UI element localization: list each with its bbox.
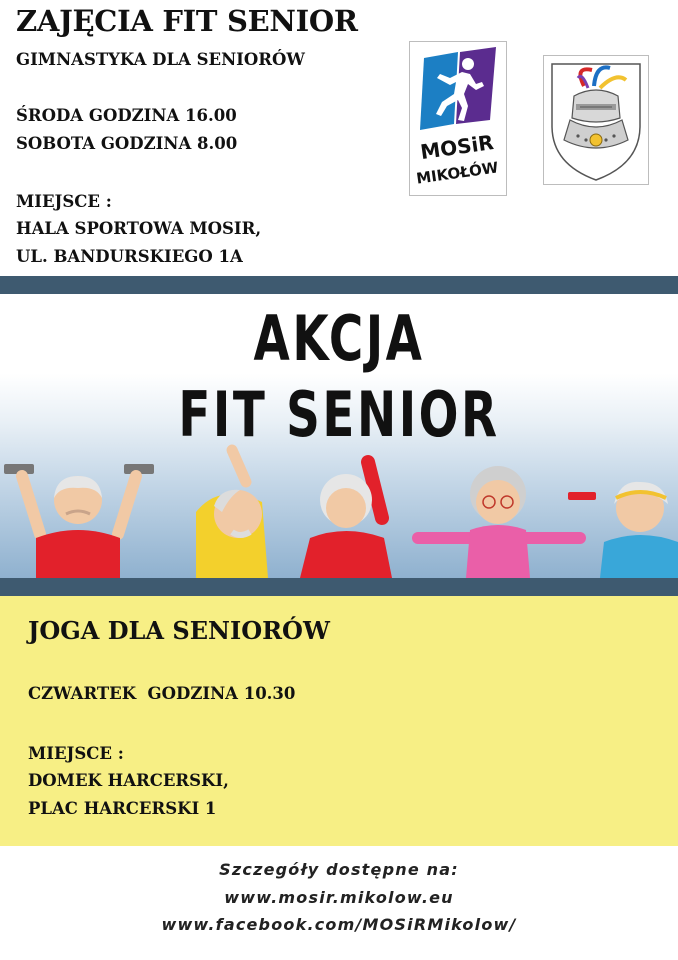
yoga-place-line-2: PLAC HARCERSKI 1: [28, 799, 217, 818]
footer-intro-text: Szczegóły dostępne na:: [219, 860, 459, 879]
mosir-logo: [409, 41, 507, 196]
yoga-schedule: CZWARTEK GODZINA 10.30: [28, 684, 296, 703]
divider-stripe-top: [0, 276, 678, 294]
yoga-place-line-1: DOMEK HARCERSKI,: [28, 771, 229, 790]
divider-stripe-bottom: [0, 578, 678, 596]
senior-woman-red-figure: [300, 462, 392, 578]
senior-woman-blue-figure: [568, 482, 678, 578]
place-label: MIEJSCE :: [16, 192, 112, 211]
subtitle: GIMNASTYKA DLA SENIORÓW: [16, 50, 305, 69]
mosir-logo-text-bottom: MIKOŁÓW: [415, 158, 500, 188]
mosir-logo-text-top: MOSiR: [418, 130, 496, 165]
coat-of-arms-logo: [543, 55, 649, 185]
website-link[interactable]: www.mosir.mikolow.eu: [224, 888, 454, 907]
banner-title-line-1: AKCJA: [253, 302, 425, 375]
banner-title-line-2: FIT SENIOR: [178, 378, 500, 451]
schedule-line-2: SOBOTA GODZINA 8.00: [16, 134, 238, 153]
mosir-logo-graphic: [410, 42, 506, 195]
schedule-line-1: ŚRODA GODZINA 16.00: [16, 106, 237, 125]
page-title: ZAJĘCIA FIT SENIOR: [16, 4, 358, 38]
senior-man-stretching-figure: [196, 450, 268, 578]
yoga-place-label: MIEJSCE :: [28, 744, 124, 763]
yoga-section: [0, 596, 678, 846]
top-info-section: [0, 0, 678, 276]
facebook-link[interactable]: www.facebook.com/MOSiRMikolow/: [161, 915, 517, 934]
yoga-heading: JOGA DLA SENIORÓW: [28, 616, 330, 645]
akcja-banner: [0, 294, 678, 578]
senior-woman-pink-figure: [418, 466, 580, 578]
seniors-exercising-illustration: [0, 442, 678, 578]
footer-contact: [0, 846, 678, 960]
coat-of-arms-icon: [544, 56, 648, 184]
place-line-1: HALA SPORTOWA MOSIR,: [16, 219, 262, 238]
senior-man-dumbbells-figure: [4, 464, 154, 578]
place-line-2: UL. BANDURSKIEGO 1A: [16, 247, 243, 266]
